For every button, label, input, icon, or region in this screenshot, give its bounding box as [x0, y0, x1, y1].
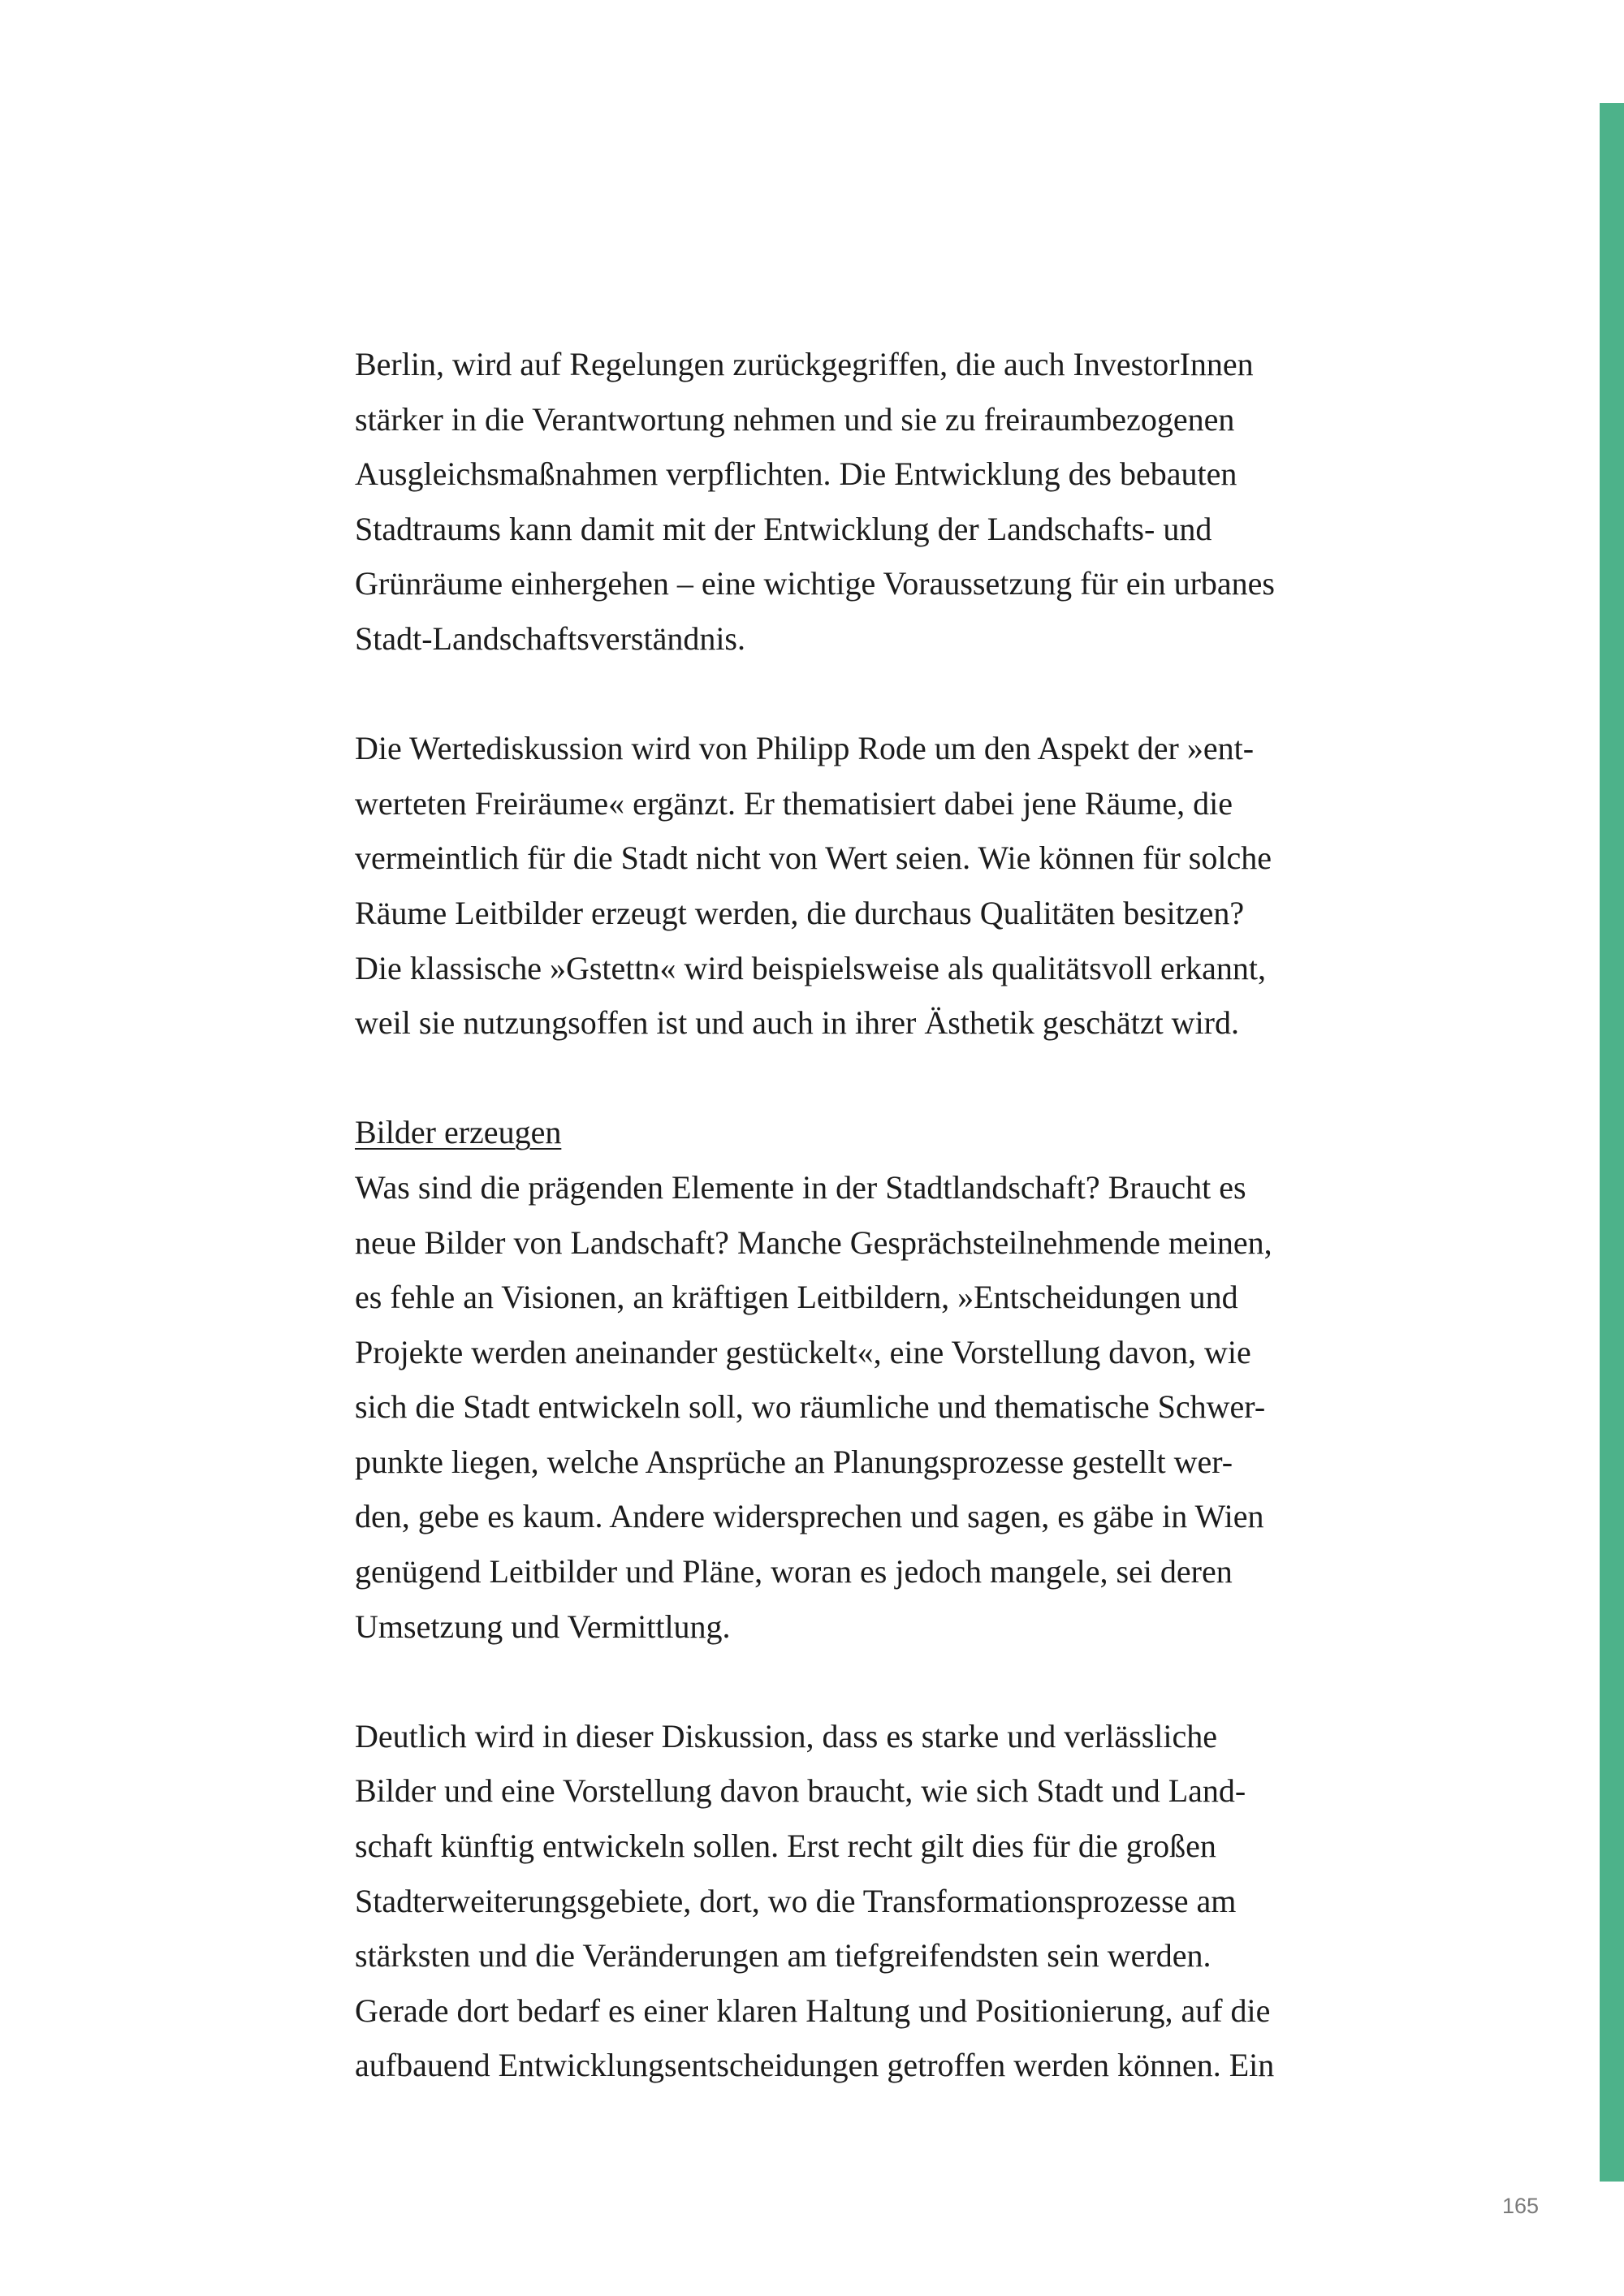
text-line: Deutlich wird in dieser Diskussion, dass es starke und verlässliche — [355, 1717, 1218, 1754]
text-line: stärksten und die Veränderungen am tiefgreifendsten sein werden. — [355, 1937, 1212, 1974]
text-line: Grünräume einhergehen – eine wichtige Voraussetzung für ein urbanes — [355, 565, 1275, 602]
body-text — [355, 337, 1329, 2093]
text-line: Die Wertediskussion wird von Philipp Rode um den Aspekt der »ent- — [355, 730, 1255, 767]
text-line: Bilder und eine Vorstellung davon braucht, wie sich Stadt und Land- — [355, 1772, 1246, 1810]
text-line: Stadt-Landschaftsverständnis. — [355, 619, 745, 657]
text-line: Ausgleichsmaßnahmen verpflichten. Die Entwicklung des bebauten — [355, 455, 1237, 493]
paragraph-3 — [355, 1105, 1329, 1654]
text-line: Stadtraums kann damit mit der Entwicklung der Landschafts- und — [355, 510, 1212, 547]
text-line: neue Bilder von Landschaft? Manche Gesprächsteilnehmende meinen, — [355, 1224, 1272, 1261]
text-line: werteten Freiräume« ergänzt. Er thematisiert dabei jene Räume, die — [355, 784, 1233, 822]
text-line: vermeintlich für die Stadt nicht von Wert seien. Wie können für solche — [355, 839, 1272, 877]
text-line: Umsetzung und Vermittlung. — [355, 1608, 731, 1645]
text-line: stärker in die Verantwortung nehmen und sie zu freiraumbezogenen — [355, 400, 1235, 438]
page-number: 165 — [1501, 2194, 1539, 2218]
text-line: weil sie nutzungsoffen ist und auch in ihrer Ästhetik geschätzt wird. — [355, 1004, 1240, 1042]
paragraph-4 — [355, 1709, 1329, 2093]
text-line: sich die Stadt entwickeln soll, wo räumliche und thematische Schwer- — [355, 1388, 1266, 1426]
accent-side-bar — [1600, 103, 1624, 2182]
text-line: schaft künftig entwickeln sollen. Erst recht gilt dies für die großen — [355, 1828, 1216, 1865]
text-line: genügend Leitbilder und Pläne, woran es jedoch mangele, sei deren — [355, 1553, 1233, 1590]
text-line: Räume Leitbilder erzeugt werden, die durchaus Qualitäten besitzen? — [355, 894, 1245, 931]
paragraph-1 — [355, 337, 1329, 667]
text-line: Die klassische »Gstettn« wird beispielsweise als qualitätsvoll erkannt, — [355, 949, 1266, 986]
text-line: Was sind die prägenden Elemente in der Stadtlandschaft? Braucht es — [355, 1168, 1246, 1206]
paragraph-2 — [355, 721, 1329, 1051]
text-line: es fehle an Visionen, an kräftigen Leitbildern, »Entscheidungen und — [355, 1279, 1238, 1316]
text-line: Berlin, wird auf Regelungen zurückgegriffen, die auch InvestorInnen — [355, 346, 1254, 382]
text-line: Projekte werden aneinander gestückelt«, eine Vorstellung davon, wie — [355, 1333, 1251, 1370]
text-line: Gerade dort bedarf es einer klaren Haltung und Positionierung, auf die — [355, 1992, 1271, 2029]
text-line: Stadterweiterungsgebiete, dort, wo die Transformationsprozesse am — [355, 1882, 1237, 1919]
text-line: punkte liegen, welche Ansprüche an Planungsprozesse gestellt wer- — [355, 1443, 1233, 1480]
text-line: aufbauend Entwicklungsentscheidungen getroffen werden können. Ein — [355, 2047, 1275, 2084]
text-line: den, gebe es kaum. Andere widersprechen und sagen, es gäbe in Wien — [355, 1498, 1264, 1535]
section-heading: Bilder erzeugen — [355, 1114, 562, 1151]
